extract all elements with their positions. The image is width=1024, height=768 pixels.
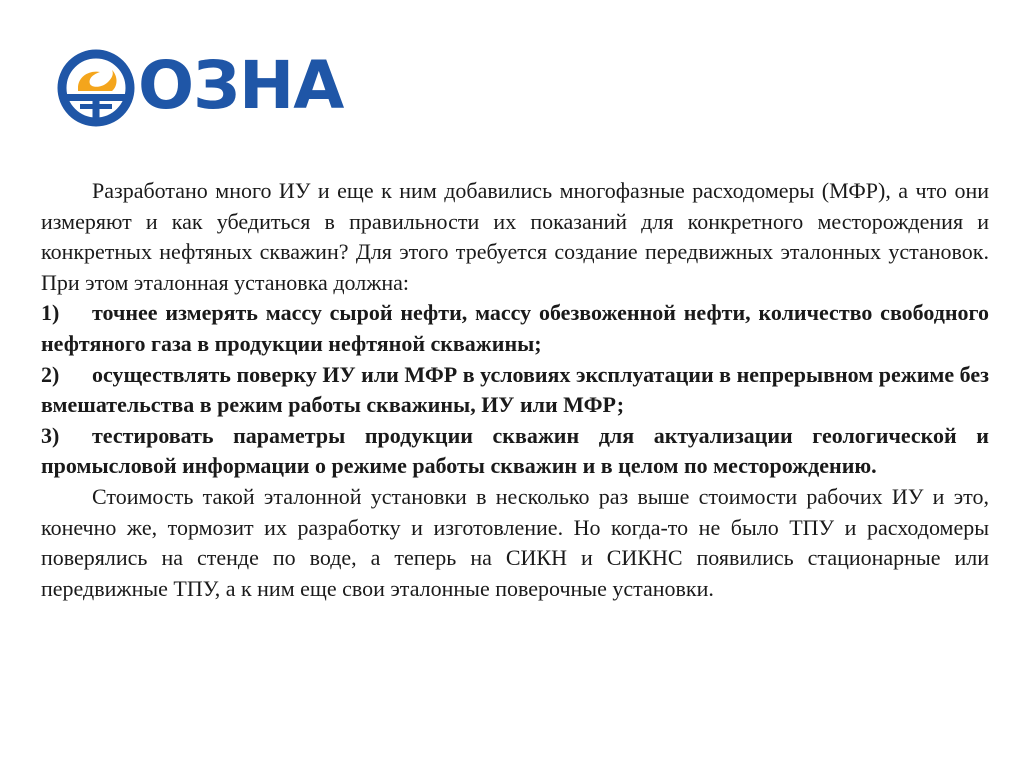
list-item: [41, 298, 989, 359]
list-item-number: 2): [41, 361, 60, 387]
list-item-number: 1): [41, 300, 60, 326]
main-text: [41, 176, 989, 604]
list-item-text: тестировать параметры продукции скважин для актуализации геологической и промысловой информации о режиме работы скважин и в целом по месторождению.: [41, 422, 989, 479]
list-item-text: точнее измерять массу сырой нефти, массу обезвоженной нефти, количество свободного нефтяного газа в продукции нефтяной скважины;: [41, 300, 989, 356]
list-item: [41, 360, 989, 421]
list-item-text: осуществлять поверку ИУ или МФР в условиях эксплуатации в непрерывном режиме без вмешательства в режим работы скважины, ИУ или МФР;: [41, 361, 989, 418]
list-item: [41, 421, 989, 482]
brand-name: ОЗНА: [138, 47, 344, 124]
company-logo: [56, 48, 343, 128]
intro-paragraph: Разработано много ИУ и еще к ним добавились многофазные расходомеры (МФР), а что они измеряют и как убедиться в правильности их показаний для конкретного месторождения и конкретных нефтяных скважин? Для этого требуется создание передвижных эталонных установок. При этом эталонная установка должна:: [41, 178, 989, 295]
outro-paragraph: Стоимость такой эталонной установки в несколько раз выше стоимости рабочих ИУ и это, конечно же, тормозит их разработку и изготовление. Но когда-то не было ТПУ и расходомеры поверялись на стенде по воде, а теперь на СИКН и СИКНС появились стационарные или передвижные ТПУ, а к ним еще свои эталонные поверочные установки.: [41, 483, 989, 601]
list-item-number: 3): [41, 422, 60, 448]
ozna-emblem-icon: [56, 48, 136, 128]
